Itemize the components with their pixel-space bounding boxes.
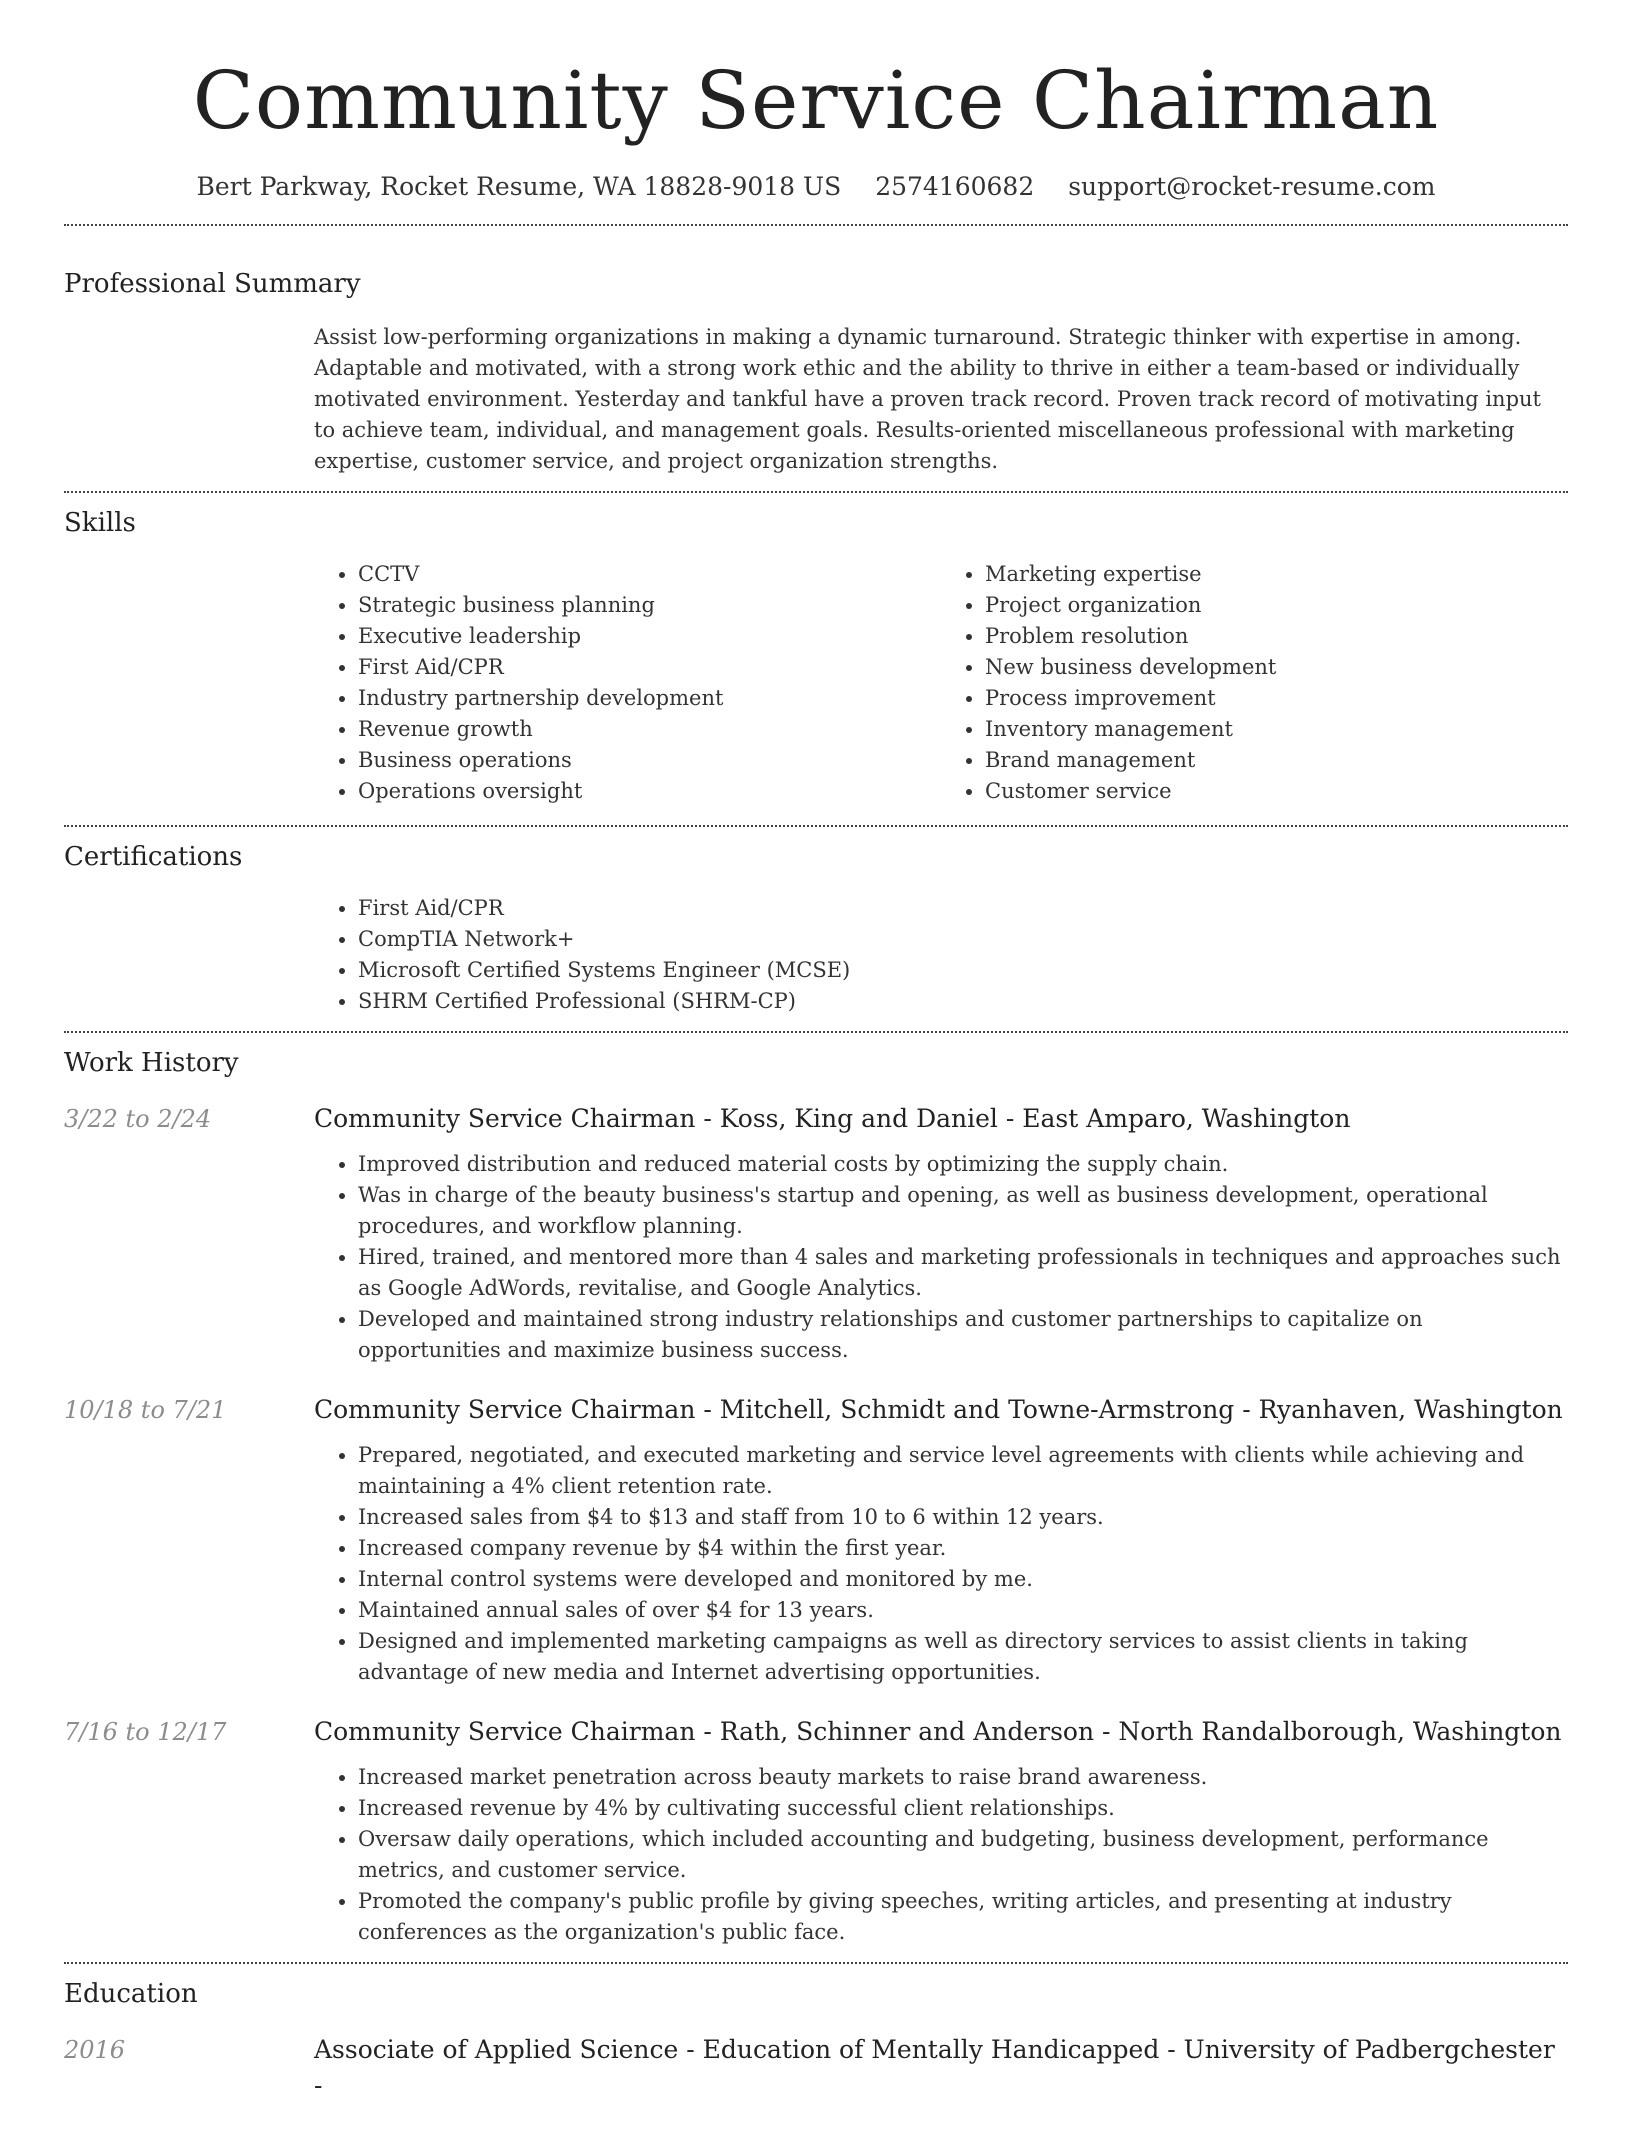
job-entry	[64, 1101, 1568, 1366]
contact-address: Bert Parkway, Rocket Resume, WA 18828-9018 US	[196, 172, 842, 201]
certifications-list	[314, 893, 1568, 1017]
job-entry	[64, 1714, 1568, 1948]
job-details	[314, 1101, 1568, 1366]
work-heading: Work History	[64, 1048, 239, 1078]
skill-item: • Process improvement	[985, 683, 1568, 714]
education-details	[314, 2032, 1568, 2116]
certifications-body	[314, 893, 1568, 1017]
job-bullet: • Oversaw daily operations, which included accounting and budgeting, business development, performance metrics, and customer service.	[358, 1824, 1568, 1886]
skill-item: • New business development	[985, 652, 1568, 683]
education-date: 2016	[64, 2036, 126, 2064]
job-title: Community Service Chairman - Mitchell, Schmidt and Towne-Armstrong - Ryanhaven, Washington	[314, 1395, 1563, 1424]
skill-item: • Operations oversight	[358, 776, 941, 807]
job-bullet: • Increased market penetration across beauty markets to raise brand awareness.	[358, 1762, 1568, 1793]
job-bullet: • Improved distribution and reduced material costs by optimizing the supply chain.	[358, 1149, 1568, 1180]
job-bullet: • Increased revenue by 4% by cultivating successful client relationships.	[358, 1793, 1568, 1824]
job-dates: 7/16 to 12/17	[64, 1718, 227, 1746]
job-details	[314, 1392, 1568, 1688]
skill-item: • CCTV	[358, 559, 941, 590]
job-bullet: • Prepared, negotiated, and executed marketing and service level agreements with clients while achieving and maintaining a 4% client retention rate.	[358, 1440, 1568, 1502]
job-title: Community Service Chairman - Koss, King and Daniel - East Amparo, Washington	[314, 1104, 1351, 1133]
job-bullets	[314, 1440, 1568, 1688]
job-bullet: • Maintained annual sales of over $4 for 13 years.	[358, 1595, 1568, 1626]
contact-line	[64, 170, 1568, 204]
divider	[64, 825, 1568, 827]
divider	[64, 224, 1568, 226]
education-section	[64, 1976, 1568, 2116]
contact-phone: 2574160682	[875, 172, 1035, 201]
job-details	[314, 1714, 1568, 1948]
job-dates: 10/18 to 7/21	[64, 1396, 227, 1424]
certification-item: • SHRM Certified Professional (SHRM-CP)	[358, 986, 1568, 1017]
skill-item: • Problem resolution	[985, 621, 1568, 652]
divider	[64, 491, 1568, 493]
job-bullet: • Increased sales from $4 to $13 and staff from 10 to 6 within 12 years.	[358, 1502, 1568, 1533]
education-heading: Education	[64, 1979, 198, 2009]
contact-email: support@rocket-resume.com	[1068, 172, 1436, 201]
education-entry	[64, 2032, 1568, 2116]
skills-grid	[314, 559, 1568, 807]
certifications-heading: Certifications	[64, 842, 243, 872]
job-bullets	[314, 1762, 1568, 1948]
skill-item: • Industry partnership development	[358, 683, 941, 714]
skills-list-left	[314, 559, 941, 807]
job-bullet: • Was in charge of the beauty business's startup and opening, as well as business development, operational procedures, and workflow planning.	[358, 1180, 1568, 1242]
summary-text: Assist low-performing organizations in making a dynamic turnaround. Strategic thinker with expertise in among. Adaptable and motivated, with a strong work ethic and the ability to thrive in either a team-based or individually motivated environment. Yesterday and tankful have a proven track record. Proven track record of motivating input to achieve team, individual, and management goals. Results-oriented miscellaneous professional with marketing expertise, customer service, and project organization strengths.	[314, 325, 1541, 473]
skill-item: • Executive leadership	[358, 621, 941, 652]
resume-title: Community Service Chairman	[192, 54, 1440, 147]
job-bullet: • Designed and implemented marketing campaigns as well as directory services to assist clients in taking advantage of new media and Internet advertising opportunities.	[358, 1626, 1568, 1688]
skill-item: • Strategic business planning	[358, 590, 941, 621]
skill-item: • Marketing expertise	[985, 559, 1568, 590]
skill-item: • First Aid/CPR	[358, 652, 941, 683]
certification-item: • First Aid/CPR	[358, 893, 1568, 924]
resume-page	[64, 0, 1568, 2142]
job-bullet: • Internal control systems were developed and monitored by me.	[358, 1564, 1568, 1595]
education-title: Associate of Applied Science - Education of Mentally Handicapped - University of Padbergchester -	[314, 2035, 1555, 2100]
certification-item: • Microsoft Certified Systems Engineer (MCSE)	[358, 955, 1568, 986]
divider	[64, 1031, 1568, 1033]
job-bullet: • Hired, trained, and mentored more than 4 sales and marketing professionals in techniques and approaches such as Google AdWords, revitalise, and Google Analytics.	[358, 1242, 1568, 1304]
job-bullet: • Increased company revenue by $4 within the first year.	[358, 1533, 1568, 1564]
skills-list-right	[941, 559, 1568, 807]
job-dates: 3/22 to 2/24	[64, 1105, 212, 1133]
skill-item: • Revenue growth	[358, 714, 941, 745]
job-bullet: • Promoted the company's public profile by giving speeches, writing articles, and presenting at industry conferences as the organization's public face.	[358, 1886, 1568, 1948]
certification-item: • CompTIA Network+	[358, 924, 1568, 955]
skill-item: • Customer service	[985, 776, 1568, 807]
skill-item: • Inventory management	[985, 714, 1568, 745]
job-bullet: • Developed and maintained strong industry relationships and customer partnerships to capitalize on opportunities and maximize business success.	[358, 1304, 1568, 1366]
certifications-section	[64, 839, 1568, 1017]
skills-heading: Skills	[64, 508, 136, 538]
summary-section	[64, 266, 1568, 477]
skills-section	[64, 505, 1568, 807]
job-bullets	[314, 1149, 1568, 1366]
skill-item: • Business operations	[358, 745, 941, 776]
job-entry	[64, 1392, 1568, 1688]
divider	[64, 1962, 1568, 1964]
job-title: Community Service Chairman - Rath, Schinner and Anderson - North Randalborough, Washington	[314, 1717, 1562, 1746]
skill-item: • Brand management	[985, 745, 1568, 776]
skill-item: • Project organization	[985, 590, 1568, 621]
work-section	[64, 1045, 1568, 1948]
summary-heading: Professional Summary	[64, 269, 361, 299]
